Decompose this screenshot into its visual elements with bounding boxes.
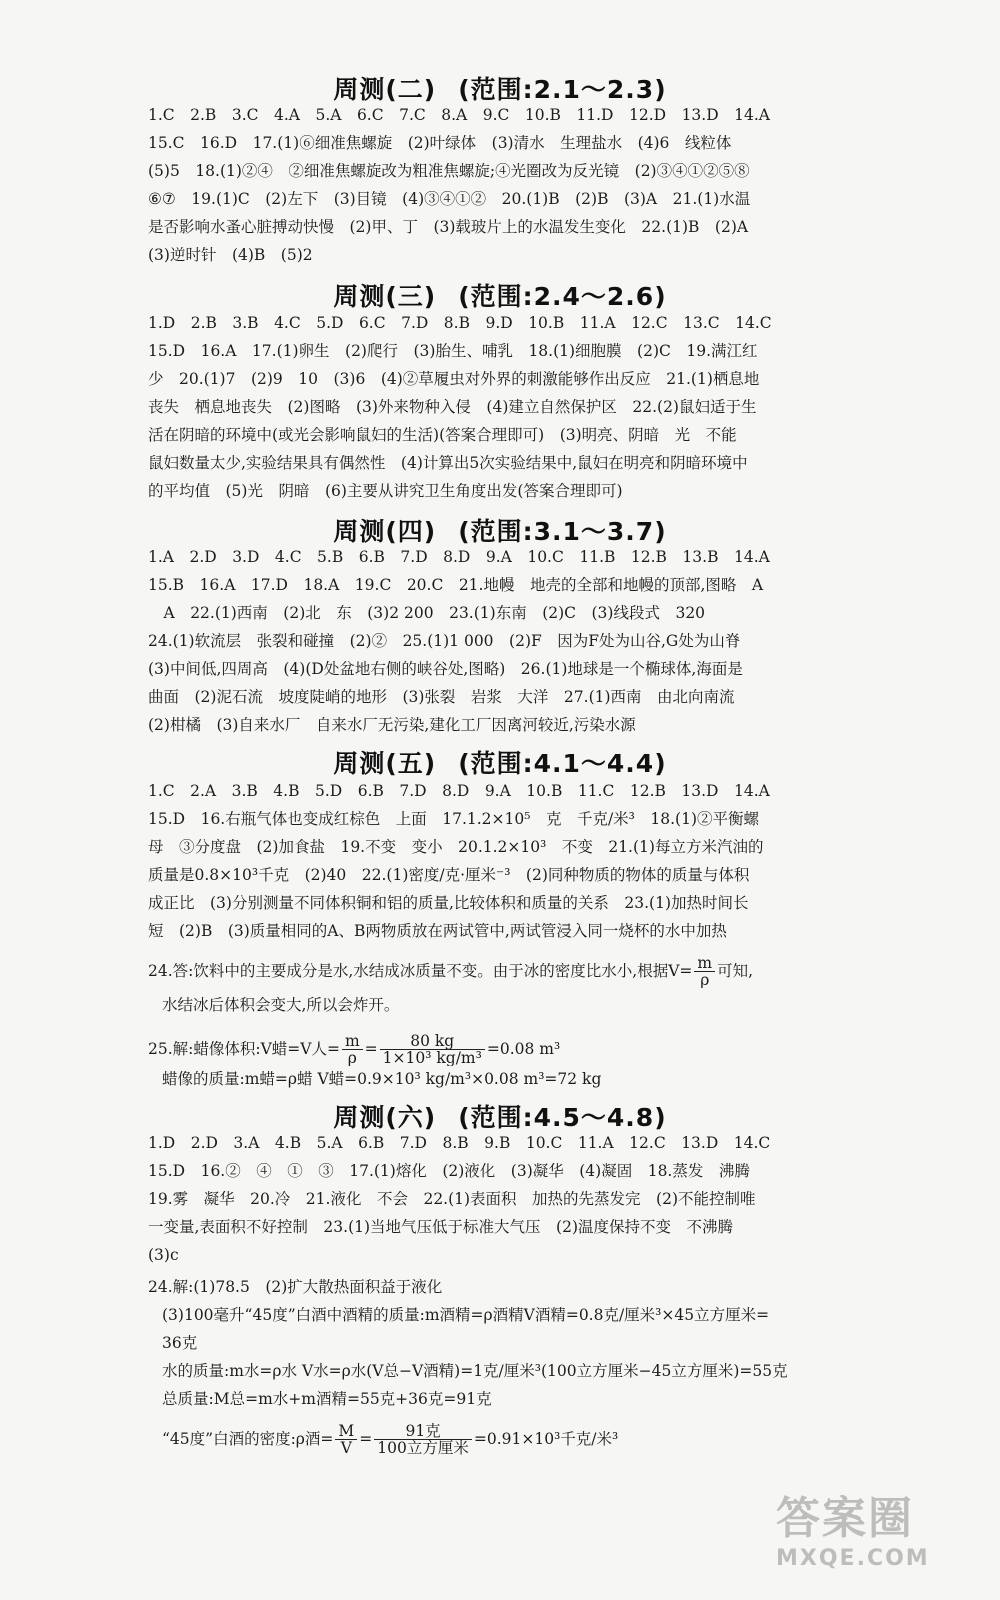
answer-line: 15.C 16.D 17.(1)⑥细准焦螺旋 (2)叶绿体 (3)清水 生理盐水 (4)6 线粒体	[148, 134, 732, 152]
answer-line: (3)100毫升“45度”白酒中酒精的质量:m酒精=ρ酒精V酒精=0.8克/厘米³×45立方厘米=	[162, 1306, 770, 1324]
answer-line: 19.雾 凝华 20.冷 21.液化 不会 22.(1)表面积 加热的先蒸发完 (2)不能控制唯	[148, 1190, 756, 1208]
answer-line: 鼠妇数量太少,实验结果具有偶然性 (4)计算出5次实验结果中,鼠妇在明亮和阴暗环境中	[148, 454, 748, 472]
fraction-numerator: m	[342, 1033, 363, 1050]
answer-line: (3)中间低,四周高 (4)(D处盆地右侧的峡谷处,图略) 26.(1)地球是一个椭球体,海面是	[148, 660, 743, 678]
formula-text: =0.08 m³	[486, 1040, 561, 1058]
fraction-denominator: ρ	[700, 970, 710, 988]
fraction	[694, 955, 715, 988]
fraction	[342, 1033, 363, 1066]
section-name: 周测(三)	[333, 282, 437, 311]
formula-text: 可知,	[717, 962, 754, 980]
answer-line: 的平均值 (5)光 阴暗 (6)主要从讲究卫生角度出发(答案合理即可)	[148, 482, 623, 500]
section-title-week5	[0, 744, 1000, 780]
formula-text: 25.解:蜡像体积:V蜡=V人=	[148, 1040, 340, 1058]
answer-line: 24.(1)软流层 张裂和碰撞 (2)② 25.(1)1 000 (2)F 因为F处为山谷,G处为山脊	[148, 632, 741, 650]
formula-text: =	[359, 1430, 373, 1448]
answer-line: 曲面 (2)泥石流 坡度陡峭的地形 (3)张裂 岩浆 大洋 27.(1)西南 由北向南流	[148, 688, 735, 706]
answer-line: 1.C 2.A 3.B 4.B 5.D 6.B 7.D 8.D 9.A 10.B 11.C 12.B 13.D 14.A	[148, 782, 770, 800]
answer-line: 活在阴暗的环境中(或光会影响鼠妇的生活)(答案合理即可) (3)明亮、阴暗 光 不能	[148, 426, 737, 444]
fraction-numerator: 80 kg	[380, 1033, 485, 1050]
fraction	[374, 1423, 472, 1456]
answer-25-line	[148, 1030, 868, 1066]
formula-text: =0.91×10³千克/米³	[473, 1430, 619, 1448]
answer-line: 1.C 2.B 3.C 4.A 5.A 6.C 7.C 8.A 9.C 10.B 11.D 12.D 13.D 14.A	[148, 106, 770, 124]
answer-line: 1.A 2.D 3.D 4.C 5.B 6.B 7.D 8.D 9.A 10.C 11.B 12.B 13.B 14.A	[148, 548, 770, 566]
formula-text: 24.答:饮料中的主要成分是水,水结成冰质量不变。由于冰的密度比水小,根据V=	[148, 962, 693, 980]
fraction	[380, 1033, 485, 1066]
formula-text: “45度”白酒的密度:ρ酒=	[162, 1430, 334, 1448]
answer-line: 质量是0.8×10³千克 (2)40 22.(1)密度/克·厘米⁻³ (2)同种物质的物体的质量与体积	[148, 866, 750, 884]
answer-line: 成正比 (3)分别测量不同体积铜和铝的质量,比较体积和质量的关系 23.(1)加热时间长	[148, 894, 749, 912]
answer-line: 母 ③分度盘 (2)加食盐 19.不变 变小 20.1.2×10³ 不变 21.(1)每立方米汽油的	[148, 838, 764, 856]
section-range: (范围:3.1～3.7)	[458, 517, 667, 546]
section-title-week6	[0, 1098, 1000, 1134]
fraction-denominator: 1×10³ kg/m³	[382, 1048, 482, 1066]
fraction-numerator: m	[694, 955, 715, 972]
fraction	[335, 1423, 357, 1456]
answer-line: 水结冰后体积会变大,所以会炸开。	[162, 996, 400, 1014]
section-range: (范围:4.1～4.4)	[458, 749, 667, 778]
answer-line: 15.D 16.A 17.(1)卵生 (2)爬行 (3)胎生、哺乳 18.(1)细胞膜 (2)C 19.满江红	[148, 342, 758, 360]
answer-line: 15.D 16.右瓶气体也变成红棕色 上面 17.1.2×10⁵ 克 千克/米³ 18.(1)②平衡螺	[148, 810, 759, 828]
answer-line: (3)c	[148, 1246, 179, 1264]
watermark-domain: MXQE.COM	[776, 1546, 930, 1571]
section-name: 周测(六)	[333, 1103, 437, 1132]
fraction-denominator: 100立方厘米	[377, 1438, 469, 1456]
answer-line: A 22.(1)西南 (2)北 东 (3)2 200 23.(1)东南 (2)C (3)线段式 320	[148, 604, 706, 622]
section-title-week4	[0, 512, 1000, 548]
answer-line: 水的质量:m水=ρ水 V水=ρ水(V总−V酒精)=1克/厘米³(100立方厘米−45立方厘米)=55克	[162, 1362, 788, 1380]
fraction-denominator: V	[340, 1438, 352, 1456]
watermark-mark: 答案圈	[776, 1493, 914, 1544]
answer-line: 蜡像的质量:m蜡=ρ蜡 V蜡=0.9×10³ kg/m³×0.08 m³=72 kg	[162, 1070, 602, 1088]
watermark-logo	[776, 1482, 986, 1582]
answer-line: (5)5 18.(1)②④ ②细准焦螺旋改为粗准焦螺旋;④光圈改为反光镜 (2)③④①②⑤⑧	[148, 162, 750, 180]
answer-line: 15.B 16.A 17.D 18.A 19.C 20.C 21.地幔 地壳的全部和地幔的顶部,图略 A	[148, 576, 764, 594]
answer-line: 24.解:(1)78.5 (2)扩大散热面积益于液化	[148, 1278, 443, 1296]
fraction-numerator: 91克	[374, 1423, 472, 1440]
answer-line: 丧失 栖息地丧失 (2)图略 (3)外来物种入侵 (4)建立自然保护区 22.(2)鼠妇适于生	[148, 398, 757, 416]
answer-line: 总质量:M总=m水+m酒精=55克+36克=91克	[162, 1390, 492, 1408]
answer-line: 一变量,表面积不好控制 23.(1)当地气压低于标准大气压 (2)温度保持不变 不沸腾	[148, 1218, 733, 1236]
answer-line: 1.D 2.B 3.B 4.C 5.D 6.C 7.D 8.B 9.D 10.B 11.A 12.C 13.C 14.C	[148, 314, 772, 332]
fraction-numerator: M	[335, 1423, 357, 1440]
answer-line: 36克	[162, 1334, 198, 1352]
section-title-week3	[0, 277, 1000, 313]
section-range: (范围:2.1～2.3)	[458, 75, 667, 104]
answer-line: (3)逆时针 (4)B (5)2	[148, 246, 313, 264]
section-name: 周测(四)	[333, 517, 437, 546]
answer-line: 短 (2)B (3)质量相同的A、B两物质放在两试管中,两试管浸入同一烧杯的水中加热	[148, 922, 727, 940]
answer-line: 是否影响水蚤心脏搏动快慢 (2)甲、丁 (3)载玻片上的水温发生变化 22.(1)B (2)A	[148, 218, 749, 236]
answer-24-line	[148, 952, 868, 988]
answer-24-density-line	[162, 1420, 882, 1456]
section-name: 周测(二)	[333, 75, 437, 104]
fraction-denominator: ρ	[347, 1048, 357, 1066]
answer-line: 1.D 2.D 3.A 4.B 5.A 6.B 7.D 8.B 9.B 10.C 11.A 12.C 13.D 14.C	[148, 1134, 771, 1152]
section-range: (范围:4.5～4.8)	[458, 1103, 667, 1132]
formula-text: =	[364, 1040, 378, 1058]
answer-line: ⑥⑦ 19.(1)C (2)左下 (3)目镜 (4)③④①② 20.(1)B (2)B (3)A 21.(1)水温	[148, 190, 751, 208]
section-range: (范围:2.4～2.6)	[458, 282, 667, 311]
answer-line: (2)柑橘 (3)自来水厂 自来水厂无污染,建化工厂因离河较近,污染水源	[148, 716, 636, 734]
section-name: 周测(五)	[333, 749, 437, 778]
answer-line: 少 20.(1)7 (2)9 10 (3)6 (4)②草履虫对外界的刺激能够作出反应 21.(1)栖息地	[148, 370, 760, 388]
answer-line: 15.D 16.② ④ ① ③ 17.(1)熔化 (2)液化 (3)凝华 (4)凝固 18.蒸发 沸腾	[148, 1162, 750, 1180]
section-title-week2	[0, 70, 1000, 106]
